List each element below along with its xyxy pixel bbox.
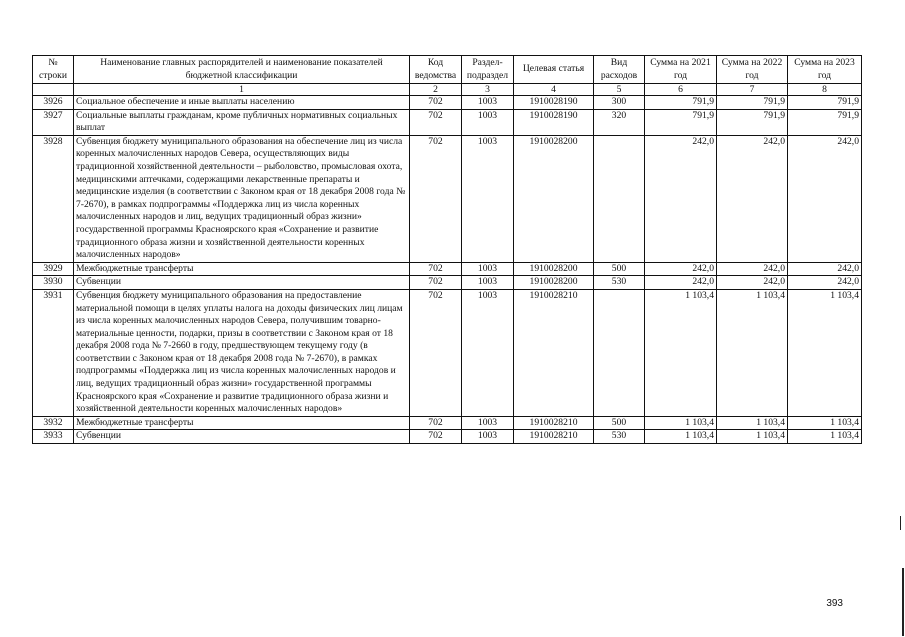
row-dept-code: 702 — [410, 262, 462, 276]
column-number: 3 — [462, 84, 514, 96]
row-name: Субвенции — [74, 276, 410, 290]
page-number: 393 — [826, 598, 843, 609]
row-section: 1003 — [462, 416, 514, 430]
row-sum-2023: 242,0 — [788, 276, 862, 290]
row-sum-2023: 1 103,4 — [788, 416, 862, 430]
row-target-article: 1910028190 — [514, 109, 594, 135]
budget-table — [32, 55, 862, 444]
row-dept-code: 702 — [410, 416, 462, 430]
row-sum-2022: 242,0 — [717, 262, 788, 276]
table-row — [33, 276, 862, 290]
row-dept-code: 702 — [410, 135, 462, 262]
row-section: 1003 — [462, 96, 514, 110]
row-section: 1003 — [462, 289, 514, 416]
scan-artifact — [900, 516, 901, 530]
row-section: 1003 — [462, 262, 514, 276]
row-number: 3933 — [33, 430, 74, 444]
row-expense-type — [594, 289, 645, 416]
scan-artifact — [902, 568, 904, 636]
row-sum-2023: 791,9 — [788, 109, 862, 135]
row-sum-2021: 791,9 — [645, 109, 717, 135]
header-sum-2022: Сумма на 2022 год — [717, 56, 788, 84]
row-number: 3932 — [33, 416, 74, 430]
row-target-article: 1910028200 — [514, 262, 594, 276]
row-sum-2022: 791,9 — [717, 109, 788, 135]
row-sum-2022: 791,9 — [717, 96, 788, 110]
header-row-number: № строки — [33, 56, 74, 84]
row-expense-type: 530 — [594, 430, 645, 444]
row-sum-2021: 1 103,4 — [645, 289, 717, 416]
row-number: 3931 — [33, 289, 74, 416]
row-sum-2021: 242,0 — [645, 276, 717, 290]
row-sum-2022: 242,0 — [717, 276, 788, 290]
row-number: 3930 — [33, 276, 74, 290]
column-number: 2 — [410, 84, 462, 96]
row-sum-2022: 1 103,4 — [717, 416, 788, 430]
table-row — [33, 109, 862, 135]
column-number: 6 — [645, 84, 717, 96]
column-number: 5 — [594, 84, 645, 96]
row-sum-2023: 242,0 — [788, 262, 862, 276]
row-sum-2022: 1 103,4 — [717, 430, 788, 444]
row-expense-type: 530 — [594, 276, 645, 290]
row-sum-2023: 791,9 — [788, 96, 862, 110]
row-section: 1003 — [462, 109, 514, 135]
row-number: 3929 — [33, 262, 74, 276]
row-name: Субвенции — [74, 430, 410, 444]
row-target-article: 1910028200 — [514, 276, 594, 290]
column-number: 7 — [717, 84, 788, 96]
row-sum-2023: 242,0 — [788, 135, 862, 262]
header-section: Раздел-подраздел — [462, 56, 514, 84]
row-sum-2021: 1 103,4 — [645, 416, 717, 430]
column-number-row — [33, 84, 862, 96]
column-number — [33, 84, 74, 96]
row-dept-code: 702 — [410, 276, 462, 290]
row-name: Субвенция бюджету муниципального образования на обеспечение лиц из числа коренных малочисленных народов Севера, осуществляющих виды традиционной хозяйственной деятельности – рыболовство, промысловая охота, медицинскими аптечками, содержащими лекарственные препараты и медицинские изделия (в соответствии с Законом края от 18 декабря 2008 года № 7-2670), в рамках подпрограммы «Поддержка лиц из числа коренных малочисленных народов и лиц, ведущих традиционный образ жизни» государственной программы Красноярского края «Сохранение и развитие традиционного образа жизни и хозяйственной деятельности коренных малочисленных народов» — [74, 135, 410, 262]
row-number: 3928 — [33, 135, 74, 262]
row-target-article: 1910028210 — [514, 416, 594, 430]
row-section: 1003 — [462, 276, 514, 290]
header-sum-2021: Сумма на 2021 год — [645, 56, 717, 84]
row-dept-code: 702 — [410, 289, 462, 416]
row-name: Межбюджетные трансферты — [74, 416, 410, 430]
row-name: Межбюджетные трансферты — [74, 262, 410, 276]
row-expense-type — [594, 135, 645, 262]
row-expense-type: 300 — [594, 96, 645, 110]
table-row — [33, 262, 862, 276]
column-number: 1 — [74, 84, 410, 96]
row-expense-type: 500 — [594, 262, 645, 276]
row-sum-2023: 1 103,4 — [788, 430, 862, 444]
table-row — [33, 416, 862, 430]
row-sum-2021: 791,9 — [645, 96, 717, 110]
row-sum-2021: 1 103,4 — [645, 430, 717, 444]
row-name: Социальное обеспечение и иные выплаты населению — [74, 96, 410, 110]
row-target-article: 1910028210 — [514, 430, 594, 444]
header-dept-code: Код ведомства — [410, 56, 462, 84]
header-sum-2023: Сумма на 2023 год — [788, 56, 862, 84]
row-expense-type: 500 — [594, 416, 645, 430]
row-name: Субвенция бюджету муниципального образования на предоставление материальной помощи в целях уплаты налога на доходы физических лиц лицам из числа коренных малочисленных народов Севера, получившим товарно-материальные ценности, подарки, призы в соответствии с Законом края от 18 декабря 2008 года № 7-2660 в году, предшествующем текущему году (в соответствии с Законом края от 18 декабря 2008 года № 7-2670), в рамках подпрограммы «Поддержка лиц из числа коренных малочисленных народов и лиц, ведущих традиционный образ жизни» государственной программы Красноярского края «Сохранение и развитие традиционного образа жизни и хозяйственной деятельности коренных малочисленных народов» — [74, 289, 410, 416]
row-section: 1003 — [462, 430, 514, 444]
column-number: 4 — [514, 84, 594, 96]
row-dept-code: 702 — [410, 430, 462, 444]
row-sum-2022: 1 103,4 — [717, 289, 788, 416]
header-target-article: Целевая статья — [514, 56, 594, 84]
table-row — [33, 135, 862, 262]
row-section: 1003 — [462, 135, 514, 262]
column-number: 8 — [788, 84, 862, 96]
row-target-article: 1910028210 — [514, 289, 594, 416]
header-expense-type: Вид расходов — [594, 56, 645, 84]
table-row — [33, 96, 862, 110]
row-name: Социальные выплаты гражданам, кроме публичных нормативных социальных выплат — [74, 109, 410, 135]
header-row — [33, 56, 862, 84]
table-row — [33, 430, 862, 444]
row-sum-2021: 242,0 — [645, 135, 717, 262]
row-expense-type: 320 — [594, 109, 645, 135]
row-dept-code: 702 — [410, 109, 462, 135]
row-sum-2021: 242,0 — [645, 262, 717, 276]
row-sum-2023: 1 103,4 — [788, 289, 862, 416]
row-number: 3927 — [33, 109, 74, 135]
row-number: 3926 — [33, 96, 74, 110]
row-sum-2022: 242,0 — [717, 135, 788, 262]
header-name: Наименование главных распорядителей и наименование показателей бюджетной классификации — [74, 56, 410, 84]
row-target-article: 1910028200 — [514, 135, 594, 262]
table-row — [33, 289, 862, 416]
row-dept-code: 702 — [410, 96, 462, 110]
row-target-article: 1910028190 — [514, 96, 594, 110]
